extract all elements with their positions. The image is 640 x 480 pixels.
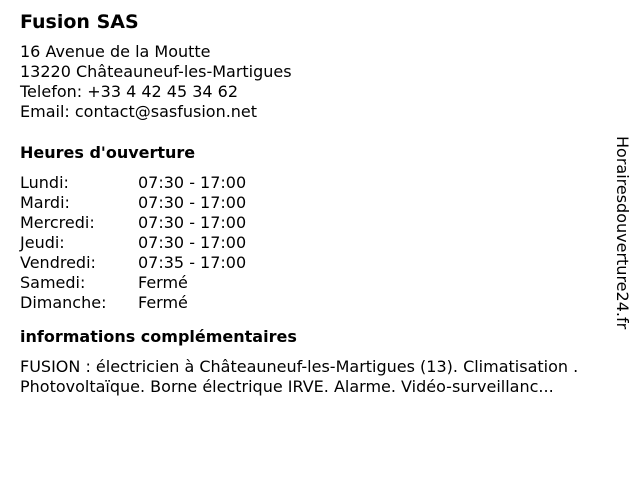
hours-row-saturday xyxy=(20,273,620,293)
address-line-2: 13220 Châteauneuf-les-Martigues xyxy=(20,62,292,81)
hours-time: 07:30 - 17:00 xyxy=(138,193,247,212)
address-line-1: 16 Avenue de la Moutte xyxy=(20,42,211,61)
site-watermark: Horairesdouverture24.fr xyxy=(613,136,632,330)
hours-day: Jeudi: xyxy=(20,233,65,252)
hours-time: 07:30 - 17:00 xyxy=(138,173,247,192)
hours-time: 07:35 - 17:00 xyxy=(138,253,247,272)
hours-table xyxy=(20,173,620,313)
email-address: Email: contact@sasfusion.net xyxy=(20,102,258,121)
hours-time: Fermé xyxy=(138,273,188,292)
info-heading: informations complémentaires xyxy=(20,327,297,346)
business-card xyxy=(20,10,620,397)
hours-row-monday xyxy=(20,173,620,193)
hours-day: Vendredi: xyxy=(20,253,96,272)
business-name: Fusion SAS xyxy=(20,11,139,33)
hours-day: Mardi: xyxy=(20,193,70,212)
info-description: FUSION : électricien à Châteauneuf-les-Martigues (13). Climatisation . Photovoltaïque. Borne électrique IRVE. Alarme. Vidéo-surveillanc... xyxy=(20,357,579,396)
hours-row-friday xyxy=(20,253,620,273)
hours-day: Lundi: xyxy=(20,173,69,192)
hours-row-sunday xyxy=(20,293,620,313)
hours-row-thursday xyxy=(20,233,620,253)
hours-row-wednesday xyxy=(20,213,620,233)
hours-time: 07:30 - 17:00 xyxy=(138,213,247,232)
hours-time: 07:30 - 17:00 xyxy=(138,233,247,252)
phone-number: Telefon: +33 4 42 45 34 62 xyxy=(20,82,239,101)
hours-row-tuesday xyxy=(20,193,620,213)
hours-time: Fermé xyxy=(138,293,188,312)
hours-heading: Heures d'ouverture xyxy=(20,143,196,162)
hours-day: Dimanche: xyxy=(20,293,107,312)
hours-day: Samedi: xyxy=(20,273,86,292)
hours-day: Mercredi: xyxy=(20,213,95,232)
